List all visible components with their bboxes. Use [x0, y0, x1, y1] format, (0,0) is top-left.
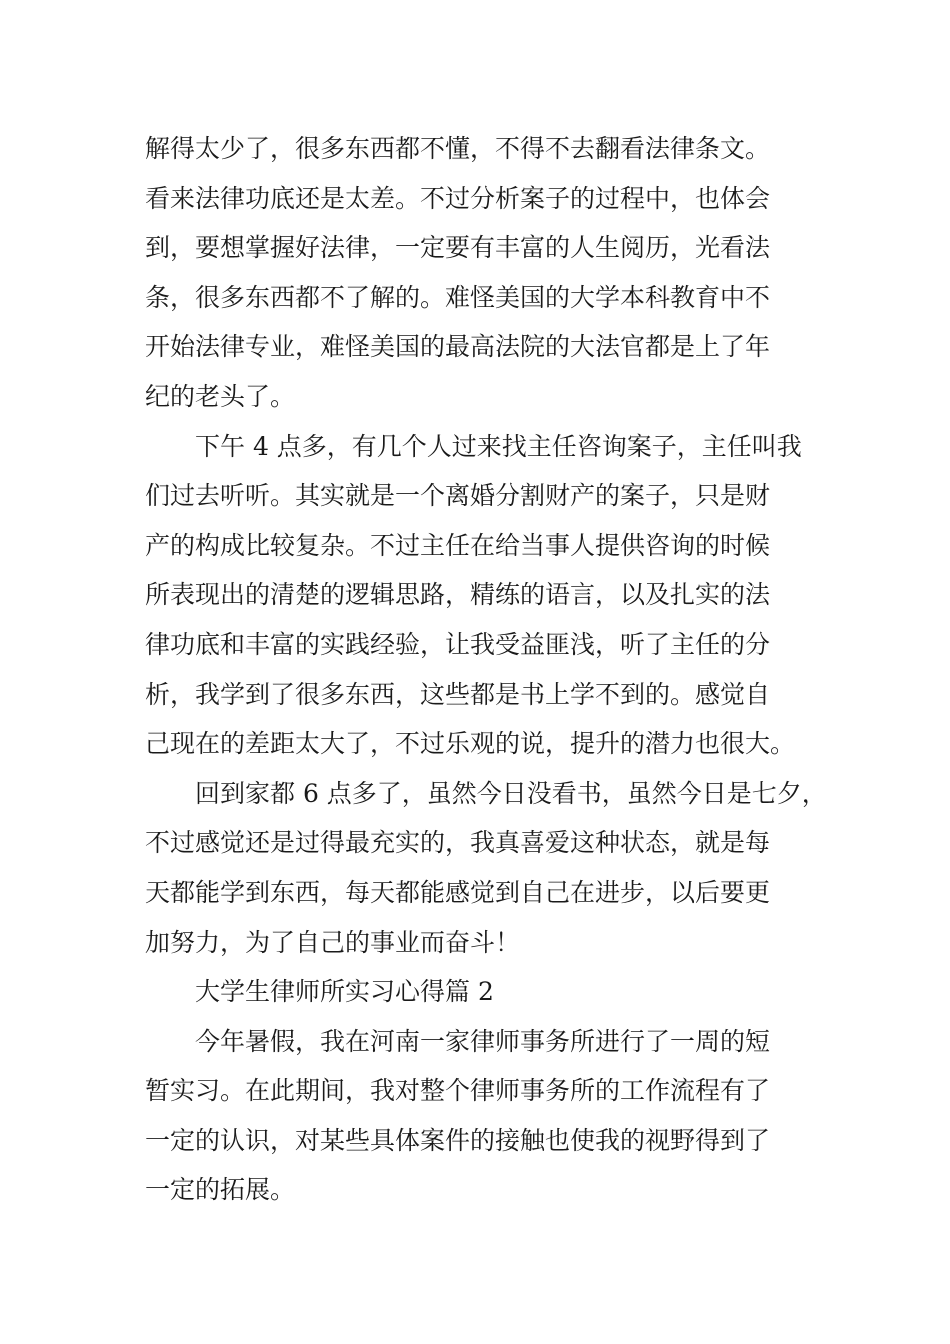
text-line: 到，要想掌握好法律，一定要有丰富的人生阅历，光看法 — [145, 233, 771, 263]
text-line: 暂实习。在此期间，我对整个律师事务所的工作流程有了 — [145, 1076, 771, 1106]
text-line: 开始法律专业，难怪美国的最高法院的大法官都是上了年 — [145, 332, 771, 362]
text-line: 加努力，为了自己的事业而奋斗！ — [145, 927, 521, 957]
text-line: 天都能学到东西，每天都能感觉到自己在进步，以后要更 — [145, 877, 771, 907]
text-line: 回到家都 6 点多了，虽然今日没看书，虽然今日是七夕， — [195, 778, 827, 808]
text-line: 看来法律功底还是太差。不过分析案子的过程中，也体会 — [145, 183, 771, 213]
text-line: 们过去听听。其实就是一个离婚分割财产的案子，只是财 — [145, 481, 771, 511]
paragraph-2 — [145, 422, 815, 769]
text-line: 所表现出的清楚的逻辑思路，精练的语言，以及扎实的法 — [145, 580, 771, 610]
text-line: 条，很多东西都不了解的。难怪美国的大学本科教育中不 — [145, 282, 771, 312]
section-heading: 大学生律师所实习心得篇 2 — [195, 977, 494, 1007]
text-line: 一定的拓展。 — [145, 1175, 296, 1205]
text-line: 律功底和丰富的实践经验，让我受益匪浅，听了主任的分 — [145, 629, 771, 659]
text-line: 今年暑假，我在河南一家律师事务所进行了一周的短 — [195, 1026, 771, 1056]
text-line: 析，我学到了很多东西，这些都是书上学不到的。感觉自 — [145, 679, 771, 709]
text-line: 一定的认识，对某些具体案件的接触也使我的视野得到了 — [145, 1125, 771, 1155]
document-body — [145, 124, 827, 1215]
paragraph-3 — [145, 769, 827, 967]
text-line: 产的构成比较复杂。不过主任在给当事人提供咨询的时候 — [145, 530, 771, 560]
text-line: 纪的老头了。 — [145, 381, 296, 411]
text-line: 己现在的差距太大了，不过乐观的说，提升的潜力也很大。 — [145, 729, 796, 759]
text-line: 不过感觉还是过得最充实的，我真喜爱这种状态，就是每 — [145, 828, 771, 858]
text-line: 下午 4 点多，有几个人过来找主任咨询案子，主任叫我 — [195, 431, 802, 461]
paragraph-1 — [145, 124, 815, 422]
paragraph-4 — [145, 1017, 815, 1215]
text-line: 解得太少了，很多东西都不懂，不得不去翻看法律条文。 — [145, 134, 771, 163]
